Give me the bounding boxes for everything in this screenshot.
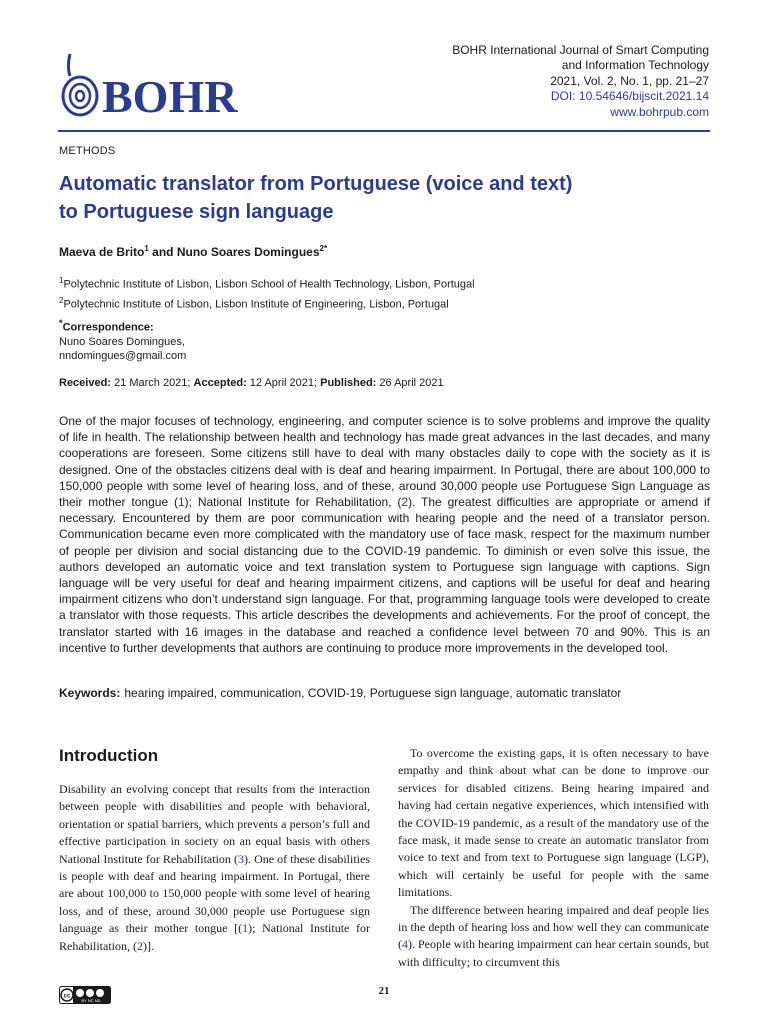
header-rule (58, 130, 710, 132)
affiliation-2-number: 2 (59, 295, 64, 305)
affiliation-2 (59, 293, 475, 313)
body-text: Disability an evolving concept that results from the interaction between people with disabilities and people with behavioral, orientation or spatial barriers, which prevents a person’s full and effective participation in society on an equal basis with others National Institute for Rehabilitation ( (59, 782, 370, 866)
introduction-heading: Introduction (59, 746, 159, 765)
abstract-text-3: ). The greatest difficulties are appropriate or amend if necessary. Encountered by them are poor communication with hearing people and the need of a translator person. Communication became even more complicated with the mandatory use of face mask, respect for the maximum number of people per division and social distancing due to the COVID-19 pandemic. To diminish or even solve this issue, the authors developed an automatic voice and text translation system to Portuguese sign language with captions. Sign language will be very useful for deaf and hearing impairment citizens, and captions will be useful for deaf and hearing impairment citizens who don’t understand sign language. For that, programming language tools were developed to create a translator with those requests. This article describes the developments and achievements. For the proof of concept, the translator started with 16 images in the database and reached a confidence level between 70 and 90%. This is an incentive to further developments that authors are continuing to produce more improvements in the developed tool. (59, 495, 710, 655)
affiliation-1 (59, 273, 475, 293)
journal-name-line2: and Information Technology (561, 58, 709, 73)
author-list (59, 244, 327, 259)
affiliation-1-number: 1 (59, 276, 64, 285)
body-column-right (398, 745, 709, 971)
correspondence-heading (59, 316, 186, 335)
body-text: ). People with hearing impairment can hear certain sounds, but with difficulty; to circumvent this (398, 937, 709, 969)
citation-link[interactable]: 2 (401, 495, 409, 510)
received-label: Received: (59, 377, 111, 389)
paragraph (398, 902, 709, 972)
accepted-date: 12 April 2021; (246, 377, 321, 389)
received-date: 21 March 2021; (110, 377, 194, 389)
author-1: Maeva de Brito (59, 245, 145, 259)
accepted-label: Accepted: (193, 377, 247, 389)
author-separator: and (148, 245, 177, 259)
published-date: 26 April 2021 (376, 377, 444, 389)
logo-text: BOHR (102, 71, 238, 122)
correspondence (59, 316, 186, 363)
body-text: )]. (142, 938, 154, 953)
body-column-left (59, 781, 370, 955)
title-line-1: Automatic translator from Portuguese (voice and text) (59, 173, 573, 195)
article-dates (59, 377, 444, 389)
license-label: BY NC ND (81, 998, 101, 1003)
body-text: ); National Institute for Rehabilitation, ( (59, 921, 370, 953)
journal-info (369, 43, 709, 120)
affiliation-2-text: Polytechnic Institute of Lisbon, Lisbon Institute of Engineering, Lisbon, Portugal (63, 298, 449, 311)
journal-name-line1: BOHR International Journal of Smart Computing (452, 43, 709, 57)
website-link[interactable]: www.bohrpub.com (610, 104, 709, 119)
keywords-list: hearing impaired, communication, COVID-19, Portuguese sign language, automatic translator (124, 686, 622, 700)
keywords (59, 686, 621, 700)
journal-volume: 2021, Vol. 2, No. 1, pp. 21–27 (550, 73, 709, 88)
affiliation-1-text: Polytechnic Institute of Lisbon, Lisbon School of Health Technology, Lisbon, Portugal (63, 278, 475, 291)
citation-link[interactable]: 2 (136, 938, 143, 953)
correspondence-name: Nuno Soares Domingues, (59, 335, 185, 348)
abstract-text-2: ); National Institute for Rehabilitation, ( (184, 495, 402, 510)
correspondence-email[interactable]: nndomingues@gmail.com (59, 349, 187, 362)
page-number: 21 (378, 985, 390, 997)
section-label: METHODS (59, 145, 116, 157)
article-title (59, 170, 699, 226)
doi-link[interactable]: DOI: 10.54646/bijscit.2021.14 (550, 89, 709, 104)
author-1-affil: 1 (144, 244, 149, 253)
svg-text:cc: cc (63, 993, 71, 1000)
author-2-affil: 2* (319, 244, 328, 253)
author-2: Nuno Soares Domingues (176, 245, 320, 259)
citation-link[interactable]: 1 (177, 495, 185, 510)
correspondence-star: * (59, 318, 63, 328)
paragraph: To overcome the existing gaps, it is often necessary to have empathy and think about what can be done to improve our services for disabled citizens. Being hearing impaired and having had certain negative experiences, which intensified with the COVID-19 pandemic, as a result of the mandatory use of the face mask, it made sense to create an automatic translator from voice to text and from text to Portuguese sign language (LGP), which will certainly be useful for people with the same limitations. (398, 746, 709, 900)
abstract-text-1: One of the major focuses of technology, engineering, and computer science is to solve problems and improve the quality of life in health. The relationship between health and technology has made great advances in the last decades, and many cooperations are foreseen. Some citizens still have to deal with many obstacles daily to cope with the society as it is designed. One of the obstacles citizens deal with is deaf and hearing impairment. In Portugal, there are about 100,000 to 150,000 people with some level of hearing loss, and of these, around 30,000 people use Portuguese Sign Language as their mother tongue ( (59, 414, 710, 510)
body-text: The difference between hearing impaired and deaf people lies in the depth of hearing loss and how well they can communicate ( (398, 902, 709, 952)
citation-link[interactable]: 3 (238, 851, 244, 866)
abstract (59, 413, 710, 656)
citation-link[interactable]: 1 (242, 921, 249, 936)
citation-link[interactable]: 4 (402, 937, 408, 952)
correspondence-label: Correspondence: (62, 321, 154, 334)
published-label: Published: (320, 377, 377, 389)
bohr-logo (58, 48, 288, 128)
keywords-label: Keywords: (59, 686, 121, 700)
affiliations (59, 273, 475, 312)
title-line-2: to Portuguese sign language (59, 201, 334, 223)
body-text: ). One of these disabilities is people with deaf and hearing impairment. In Portugal, there are about 100,000 to 150,000 people with some level of hearing loss, and of these, around 30,000 people use Portuguese sign language as their mother tongue [( (59, 851, 371, 936)
